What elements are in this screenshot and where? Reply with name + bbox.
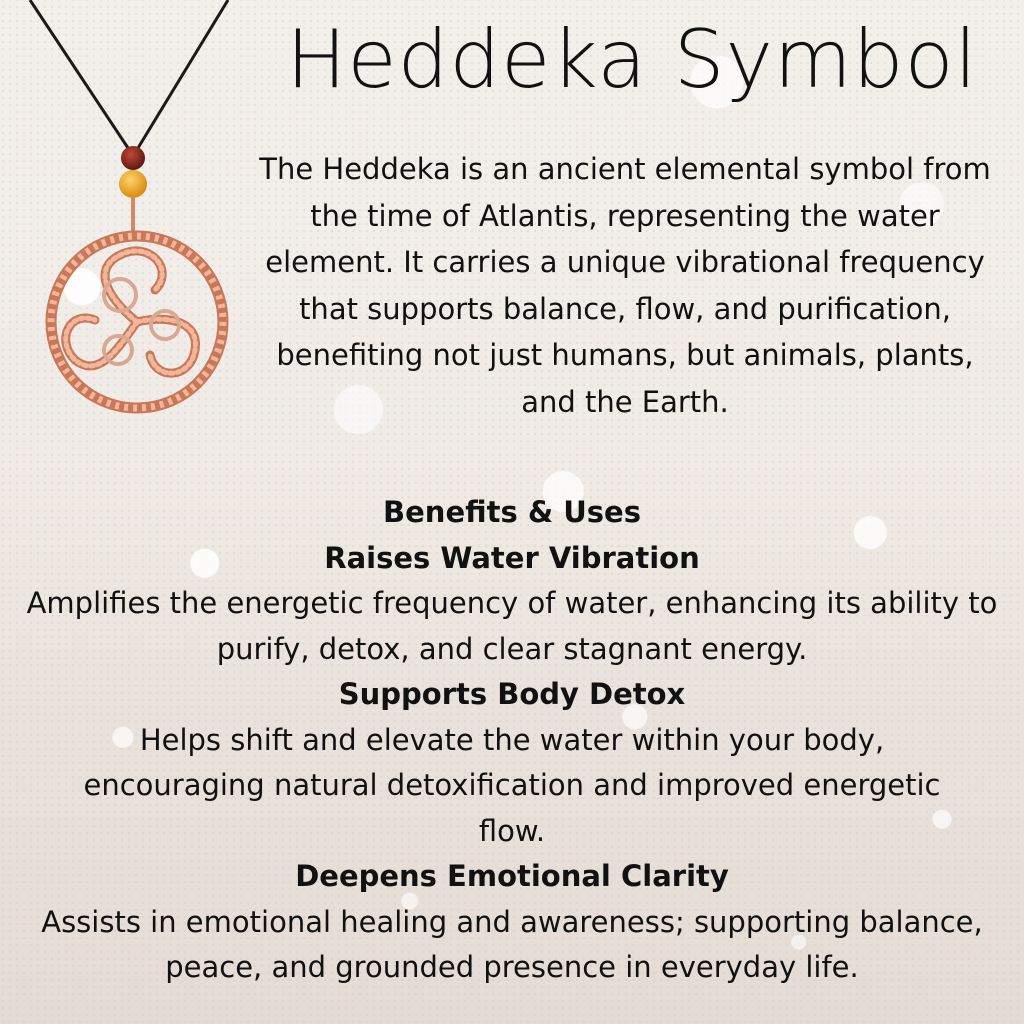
- page-title: Heddeka Symbol: [286, 13, 978, 106]
- section-heading: Raises Water Vibration: [324, 540, 700, 575]
- necklace-cord: [30, 0, 128, 148]
- water-swirl-symbol: [66, 251, 196, 373]
- intro-paragraph: The Heddeka is an ancient elemental symbol from the time of Atlantis, representing the water element. It carries a unique vibrational frequency that supports balance, flow, and purification, benefiting not just humans, but animals, plants, and the Earth.: [259, 152, 991, 419]
- red-bead: [121, 146, 145, 170]
- yellow-bead: [119, 170, 147, 198]
- necklace-cord: [138, 0, 228, 148]
- section-text: Helps shift and elevate the water within your body, encouraging natural detoxification and improved energetic flow.: [83, 722, 941, 848]
- section-text: Assists in emotional healing and awareness; supporting balance, peace, and grounded presence in everyday life.: [41, 904, 983, 984]
- benefits-section: [20, 490, 1004, 991]
- section-heading: Deepens Emotional Clarity: [295, 859, 729, 893]
- heddeka-pendant-image: [0, 0, 240, 430]
- section-text: Amplifies the energetic frequency of water, enhancing its ability to purify, detox, and clear stagnant energy.: [26, 586, 998, 666]
- benefits-heading: Benefits & Uses: [383, 495, 641, 529]
- section-heading: Supports Body Detox: [338, 677, 686, 711]
